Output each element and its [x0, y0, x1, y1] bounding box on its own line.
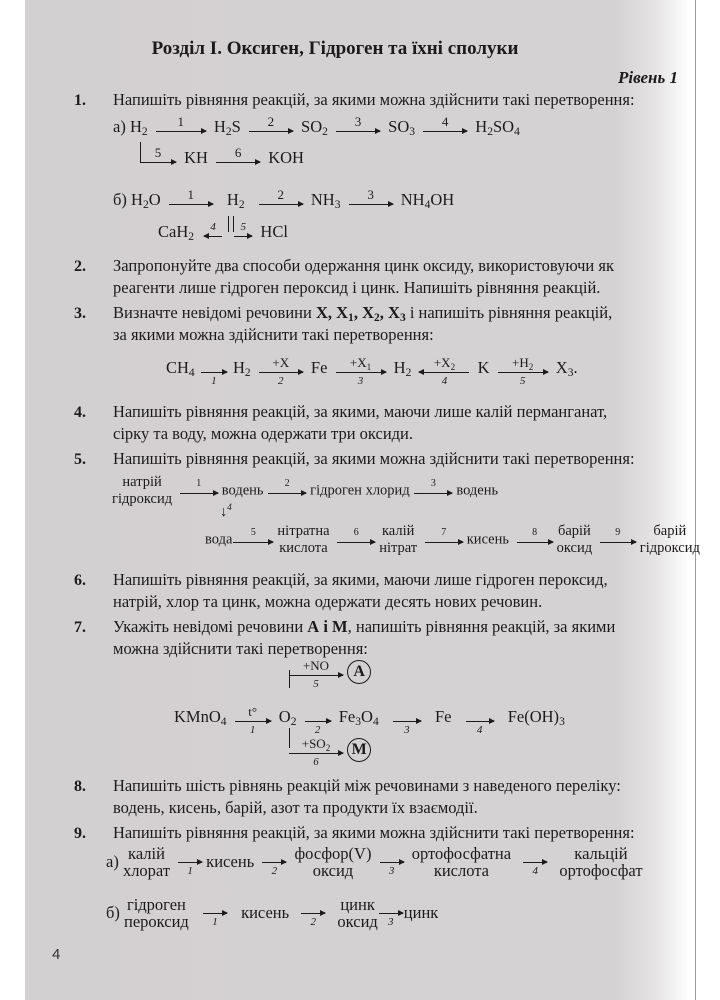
arrow-shaft [289, 753, 343, 754]
branch-line [233, 216, 234, 232]
arrow-label-above: 1 [187, 187, 195, 202]
subscript: 4 [514, 126, 520, 138]
text-fragment: оксид [312, 861, 354, 880]
arrow-label-below: 5 [313, 678, 319, 690]
subscript: 2 [487, 126, 493, 138]
arrow-shaft [498, 372, 548, 373]
text-fragment: барій [557, 523, 591, 539]
task-number: 5. [74, 451, 86, 468]
text-fragment: фосфор(V) [294, 844, 372, 863]
arrow-label-above: 6 [234, 145, 242, 160]
arrow-label-below: 1 [249, 724, 256, 736]
text-fragment: натрій [122, 474, 162, 490]
arrow-shaft [523, 862, 547, 863]
arrow-label-below: 4 [532, 864, 538, 877]
arrow-shaft [301, 913, 325, 914]
formula: CaH$_2$ [158, 222, 195, 243]
arrow-label-above: 9 [615, 527, 621, 539]
text-fragment: кальцій [574, 844, 628, 863]
scheme-1a-branch [140, 145, 304, 168]
reaction-arrow [336, 355, 386, 387]
substance [557, 523, 593, 557]
subscript: 2 [238, 199, 245, 211]
subscript: 4 [424, 199, 431, 211]
reaction-arrow [289, 736, 343, 768]
reaction-arrow [262, 862, 286, 877]
task-number: 6. [74, 572, 86, 589]
arrow-label-above: 3 [430, 478, 436, 490]
arrow-label-below: 3 [357, 375, 364, 387]
reaction-arrow [203, 913, 227, 928]
subscript: 2 [188, 231, 195, 243]
text-fragment: оксид [337, 912, 378, 931]
arrow-label-above: 5 [250, 527, 256, 539]
subscript: 4 [188, 367, 195, 379]
substance [640, 523, 700, 557]
arrow-shaft [466, 721, 494, 722]
page-edge-line [695, 0, 696, 1000]
task-number: 4. [74, 404, 86, 421]
reaction-arrow [156, 114, 206, 132]
arrow-shaft [169, 204, 213, 205]
formula: $H_2$ [226, 190, 245, 211]
arrow-shaft [349, 204, 393, 205]
task-text: Напишіть рівняння реакцій, за якими можна здійснити такі перетворення: [113, 90, 635, 109]
arrow-shaft [393, 721, 421, 722]
task-number: 1. [74, 92, 86, 109]
subscript: 3 [409, 126, 416, 138]
scheme-label: а) [106, 852, 119, 871]
task-text: Напишіть шість рівнянь реакцій між речовинами з наведеного переліку: [113, 776, 621, 795]
arrow-shaft [517, 542, 553, 543]
scheme-label: б) [106, 903, 120, 922]
arrow-label-below: 6 [313, 756, 319, 768]
arrow-shaft [289, 675, 343, 676]
arrow-shaft [234, 236, 252, 237]
text-fragment: кислота [279, 540, 328, 556]
arrow-shaft [156, 131, 206, 132]
formula: $H_2$ [129, 117, 148, 138]
text-fragment: калій [128, 844, 165, 863]
reaction-arrow [249, 114, 293, 132]
subscript: 3 [355, 716, 362, 728]
reaction-arrow [259, 355, 303, 387]
unknown-substance-a: A [347, 660, 371, 684]
arrow-shaft [268, 493, 306, 494]
formula: KOH [268, 148, 304, 167]
reaction-arrow [380, 862, 404, 877]
subscript: 3 [334, 199, 341, 211]
scheme-5-row2 [205, 523, 700, 557]
arrow-label-above: +X [272, 355, 290, 370]
arrow-label-above: $+SO_2$ [301, 736, 331, 753]
task-text: Напишіть рівняння реакцій, за якими можна здійснити такі перетворення: [113, 449, 635, 468]
arrow-label-below: 1 [187, 864, 193, 877]
task-number: 7. [74, 619, 86, 636]
arrow-label-above: 1 [177, 114, 185, 129]
text-fragment: Визначте невідомі речовини [113, 303, 316, 322]
text-fragment: гідроксид [112, 491, 173, 507]
subscript: 2 [528, 362, 534, 372]
text-fragment: пероксид [124, 912, 189, 931]
arrow-label-above: +NO [302, 658, 330, 673]
task-text: Запропонуйте два способи одержання цинк оксиду, використовуючи як [113, 256, 614, 275]
task-text: Напишіть рівняння реакцій, за якими можна здійснити такі перетворення: [113, 823, 635, 842]
arrow-shaft [233, 542, 273, 543]
arrow-label-above: 5 [240, 221, 247, 233]
arrow-label-above: 8 [532, 527, 538, 539]
reaction-arrow [178, 862, 202, 877]
arrow-shaft [305, 721, 331, 722]
arrow-label-above: 4 [210, 221, 216, 233]
substance [112, 474, 172, 508]
arrow-shaft [178, 862, 202, 863]
reaction-arrow [305, 721, 331, 736]
formula: $H_2SO_4$ [475, 117, 520, 138]
arrow-shaft [379, 913, 403, 914]
reaction-arrow [393, 721, 421, 736]
subscript: 2 [450, 362, 456, 372]
formula: $H_2S$ [213, 117, 241, 138]
arrow-shaft [336, 372, 386, 373]
subscript: 2 [142, 199, 149, 211]
arrow-label-above: 3 [354, 114, 362, 129]
arrow-shaft [216, 162, 260, 163]
subscript: 2 [325, 743, 331, 753]
subscript: 2 [141, 126, 148, 138]
formula: $H_2O$ [131, 190, 161, 211]
scheme-9b [106, 896, 438, 930]
reaction-arrow [349, 187, 393, 205]
formula: $Fe(OH)_3$ [507, 707, 565, 728]
arrow-shaft [419, 372, 469, 373]
text-fragment: калій [381, 523, 415, 539]
arrow-shaft [380, 862, 404, 863]
arrow-label-below: 3 [388, 864, 395, 877]
arrow-shaft [337, 542, 375, 543]
arrow-shaft [203, 913, 227, 914]
text-fragment: гідроксид [639, 540, 700, 556]
text-fragment: кислота [433, 861, 489, 880]
reaction-arrow [234, 221, 252, 237]
substance: кисень [466, 531, 509, 548]
text-fragment: оксид [556, 540, 593, 556]
task-number: 8. [74, 778, 86, 795]
scheme-7-main [174, 704, 565, 736]
substance [123, 845, 170, 879]
text-fragment: ортофосфат [559, 861, 643, 880]
arrow-label-below: 1 [212, 915, 218, 928]
arrow-label-below: 2 [314, 724, 321, 736]
text-fragment: хлорат [122, 861, 171, 880]
scheme-5-row1 [112, 474, 498, 508]
formula: $SO_3$ [388, 117, 416, 138]
arrow-shaft [235, 721, 271, 722]
substance [412, 845, 511, 879]
arrow-shaft [600, 542, 636, 543]
arrow-label-above: 3 [367, 187, 374, 202]
task-text: натрій, хлор та цинк, можна одержати десять нових речовин. [113, 592, 543, 611]
arrow-label-above: 2 [277, 187, 284, 202]
arrow-label-above: 6 [353, 527, 359, 539]
formula: $SO_2$ [301, 117, 328, 138]
reaction-arrow [336, 114, 380, 132]
text-fragment: гідроген [126, 895, 186, 914]
text-fragment: Укажіть невідомі речовини [113, 617, 308, 636]
subscript: 3 [567, 367, 574, 379]
formula: Fe [310, 358, 328, 377]
reaction-arrow [466, 721, 494, 736]
scheme-3 [166, 355, 578, 387]
subscript: 3 [559, 716, 565, 728]
formula: $O_2$ [278, 707, 297, 728]
reaction-arrow [233, 527, 273, 543]
unknown-substance-m: M [347, 738, 371, 762]
reaction-arrow [425, 527, 463, 543]
formula: $X_3$. [555, 358, 578, 379]
arrow-shaft [425, 542, 463, 543]
text-fragment: 4 [227, 502, 232, 512]
subscript: 2 [373, 312, 380, 324]
text-fragment: нітратна [277, 523, 330, 539]
subscript: 1 [348, 312, 354, 324]
text-fragment: цинк [340, 895, 375, 914]
formula: K [477, 358, 490, 377]
unknowns-bold: X, $X_1$, $X_2$, $X_3$ [315, 303, 406, 324]
substance: водень [221, 482, 264, 499]
arrow-label-above: t° [248, 704, 258, 719]
arrow-shaft [249, 131, 293, 132]
subscript: 2 [405, 367, 412, 379]
arrow-label-below: 3 [388, 915, 394, 928]
subscript: 4 [220, 716, 227, 728]
arrow-shaft [262, 862, 286, 863]
arrow-label-below: 2 [271, 864, 278, 877]
text-fragment: і напишіть рівняння реакцій, [405, 303, 613, 322]
reaction-arrow [414, 478, 452, 494]
arrow-shaft [180, 493, 218, 494]
arrow-label-below: 2 [310, 915, 317, 928]
reaction-arrow [140, 145, 176, 163]
reaction-arrow [517, 527, 553, 543]
text-fragment: , напишіть рівняння реакцій, за якими [347, 617, 616, 636]
arrow-label-above: 2 [284, 478, 290, 490]
scheme-label: б) [113, 190, 127, 209]
arrow-label-below: 1 [211, 375, 217, 387]
arrow-shaft [414, 493, 452, 494]
formula: $NH_4OH$ [400, 190, 455, 211]
arrow-shaft [259, 372, 303, 373]
subscript: 2 [322, 126, 328, 138]
formula: $H_2$ [393, 358, 412, 379]
arrow-label-above: 5 [154, 145, 162, 160]
scheme-9a [106, 845, 643, 879]
arrow-label-below: 3 [404, 724, 410, 736]
substance: вода [205, 531, 233, 548]
substance: кисень [241, 903, 290, 922]
page-number: 4 [52, 946, 61, 963]
substance: гідроген хлорид [310, 482, 410, 499]
subscript: 3 [399, 312, 406, 324]
arrow-shaft [140, 162, 176, 163]
scheme-1b [113, 187, 455, 211]
arrow-label-above: $+X_1$ [349, 355, 372, 372]
reaction-arrow [600, 527, 636, 543]
substance: кисень [206, 852, 255, 871]
formula: $Fe_3O_4$ [338, 707, 379, 728]
subscript: 2 [225, 126, 232, 138]
subscript: 2 [244, 367, 251, 379]
substance [124, 896, 189, 930]
arrow-label-below: 2 [278, 375, 284, 387]
arrow-label-below: 4 [476, 724, 483, 736]
formula: Fe [434, 707, 452, 726]
level-label: Рівень 1 [618, 68, 678, 87]
substance [379, 523, 417, 557]
task-number: 3. [74, 305, 86, 322]
arrow-label-below: 4 [441, 375, 448, 387]
task-number: 2. [74, 258, 86, 275]
reaction-arrow [201, 372, 227, 387]
scheme-label: а) [113, 117, 126, 136]
reaction-arrow [169, 187, 213, 205]
reaction-arrow [268, 478, 306, 494]
task-text: сірку та воду, можна одержати три оксиди. [113, 424, 414, 443]
arrow-shaft [204, 236, 222, 237]
formula: KH [184, 148, 208, 167]
reaction-arrow [337, 527, 375, 543]
formula: $CH_4$ [166, 358, 195, 379]
substance [294, 845, 371, 879]
substance [337, 896, 377, 930]
task-text: за якими можна здійснити такі перетворення: [113, 325, 434, 344]
reaction-arrow [289, 658, 343, 690]
formula: $NH_3$ [310, 190, 341, 211]
formula: KMnO$_4$ [174, 707, 227, 728]
reaction-arrow [423, 114, 467, 132]
text-fragment: нітрат [379, 540, 418, 556]
reaction-arrow [216, 145, 260, 163]
arrow-label-below: 5 [519, 375, 526, 387]
section-title: Розділ І. Оксиген, Гідроген та їхні сполуки [151, 38, 519, 59]
substance [277, 523, 329, 557]
formula: $H_2$ [232, 358, 251, 379]
task-text: Напишіть рівняння реакцій, за якими, маючи лише калій перманганат, [113, 402, 608, 421]
branch-line [228, 216, 229, 232]
reaction-arrow [523, 862, 547, 877]
reaction-arrow [204, 221, 222, 237]
reaction-arrow [235, 704, 271, 736]
substance: цинк [403, 903, 439, 922]
down-arrow: ↓$^4$ [220, 502, 232, 520]
reaction-arrow [379, 913, 403, 928]
reaction-arrow [259, 187, 303, 205]
task-number: 9. [74, 825, 86, 842]
substance: водень [456, 482, 499, 499]
text-fragment: ортофосфатна [411, 844, 512, 863]
arrow-label-above: 1 [196, 478, 202, 490]
branch-top [289, 658, 371, 690]
arrow-label-above: 2 [267, 114, 275, 129]
arrow-shaft [201, 372, 227, 373]
task-text: водень, кисень, барій, азот та продукти їх взаємодії. [113, 798, 478, 817]
unknowns-bold: А і М [307, 617, 348, 636]
branch-bottom [289, 736, 371, 768]
subscript: 4 [372, 716, 379, 728]
arrow-label-above: $+X_2$ [433, 355, 456, 372]
reaction-arrow [180, 478, 218, 494]
reaction-arrow [498, 355, 548, 387]
reaction-arrow [301, 913, 325, 928]
formula: HCl [260, 222, 288, 241]
arrow-label-above: 7 [441, 527, 447, 539]
text-fragment: барій [653, 523, 687, 539]
task-text: реагенти лише гідроген пероксид і цинк. Напишіть рівняння реакцій. [113, 278, 601, 297]
reaction-arrow [419, 355, 469, 387]
task-text: можна здійснити такі перетворення: [113, 639, 368, 658]
task-text: Напишіть рівняння реакцій, за якими, маючи лише гідроген пероксид, [113, 570, 608, 589]
subscript: 2 [290, 716, 297, 728]
subscript: 1 [366, 362, 372, 372]
substance [559, 845, 642, 879]
scheme-1a [113, 114, 520, 138]
arrow-shaft [259, 204, 303, 205]
arrow-label-above: $+H_2$ [512, 355, 534, 372]
arrow-label-above: 4 [441, 114, 449, 129]
arrow-shaft [336, 131, 380, 132]
arrow-shaft [423, 131, 467, 132]
scheme-1b-branch [158, 222, 288, 242]
